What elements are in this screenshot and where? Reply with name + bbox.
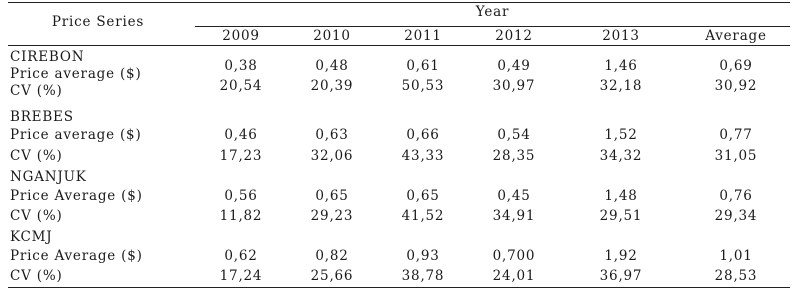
row-label: Price average ($) xyxy=(10,127,142,143)
table-cell: 30,92 xyxy=(714,78,758,94)
table-cell: 1,48 xyxy=(604,188,638,204)
year-2013-header: 2013 xyxy=(602,28,640,44)
table-cell: 34,32 xyxy=(599,148,643,164)
table-cell: 17,24 xyxy=(219,268,263,284)
table-cell: 0,48 xyxy=(315,58,349,74)
table-cell: 32,06 xyxy=(310,148,354,164)
year-2010-header: 2010 xyxy=(313,28,351,44)
table-cell: 1,52 xyxy=(604,127,638,143)
table-cell: 36,97 xyxy=(599,268,643,284)
table-cell: 1,01 xyxy=(719,248,753,264)
price-series-header: Price Series xyxy=(51,14,145,30)
table-cell: 0,45 xyxy=(497,188,531,204)
table-cell: 34,91 xyxy=(492,208,536,224)
table-cell: 1,46 xyxy=(604,58,638,74)
table-cell: 0,49 xyxy=(497,58,531,74)
table-cell: 0,54 xyxy=(497,127,531,143)
table-cell: 43,33 xyxy=(401,148,445,164)
table-cell: 0,76 xyxy=(719,188,753,204)
table-cell: 28,53 xyxy=(714,268,758,284)
table-cell: 0,62 xyxy=(224,248,258,264)
year-header: Year xyxy=(475,4,510,20)
table-cell: 29,51 xyxy=(599,208,643,224)
table-cell: 38,78 xyxy=(401,268,445,284)
row-label: CV (%) xyxy=(10,83,63,99)
row-label: Price Average ($) xyxy=(10,188,143,204)
year-subheader-rule xyxy=(195,26,790,27)
table-cell: 0,46 xyxy=(224,127,258,143)
row-label: CV (%) xyxy=(10,208,63,224)
year-2009-header: 2009 xyxy=(222,28,260,44)
table-cell: 1,92 xyxy=(604,248,638,264)
row-label: CV (%) xyxy=(10,148,63,164)
table-cell: 0,66 xyxy=(406,127,440,143)
table-cell: 0,65 xyxy=(406,188,440,204)
year-2012-header: 2012 xyxy=(495,28,533,44)
table-cell: 0,77 xyxy=(719,127,753,143)
table-cell: 20,39 xyxy=(310,78,354,94)
table-cell: 0,63 xyxy=(315,127,349,143)
average-header: Average xyxy=(705,28,767,44)
row-label: Price average ($) xyxy=(10,66,142,82)
table-cell: 0,93 xyxy=(406,248,440,264)
table-cell: 30,97 xyxy=(492,78,536,94)
table-cell: 25,66 xyxy=(310,268,354,284)
table-cell: 17,23 xyxy=(219,148,263,164)
table-cell: 0,38 xyxy=(224,58,258,74)
bottom-rule xyxy=(8,287,790,288)
table-cell: 29,34 xyxy=(714,208,758,224)
table-cell: 41,52 xyxy=(401,208,445,224)
table-cell: 0,61 xyxy=(406,58,440,74)
table-cell: 20,54 xyxy=(219,78,263,94)
table-cell: 0,65 xyxy=(315,188,349,204)
table-cell: 28,35 xyxy=(492,148,536,164)
table-cell: 50,53 xyxy=(401,78,445,94)
header-bottom-rule xyxy=(8,45,790,46)
table-cell: 24,01 xyxy=(492,268,536,284)
table-cell: 11,82 xyxy=(219,208,263,224)
table-cell: 0,56 xyxy=(224,188,258,204)
group-name-cirebon: CIREBON xyxy=(10,49,85,65)
table-cell: 0,69 xyxy=(719,58,753,74)
row-label: CV (%) xyxy=(10,268,63,284)
table-cell: 32,18 xyxy=(599,78,643,94)
row-label: Price Average ($) xyxy=(10,248,143,264)
group-name-brebes: BREBES xyxy=(10,109,74,125)
table-cell: 31,05 xyxy=(714,148,758,164)
group-name-nganjuk: NGANJUK xyxy=(10,169,87,185)
top-rule xyxy=(8,2,790,3)
table-cell: 29,23 xyxy=(310,208,354,224)
year-2011-header: 2011 xyxy=(404,28,442,44)
group-name-kcmj: KCMJ xyxy=(10,229,53,245)
table-cell: 0,700 xyxy=(492,248,536,264)
table-cell: 0,82 xyxy=(315,248,349,264)
